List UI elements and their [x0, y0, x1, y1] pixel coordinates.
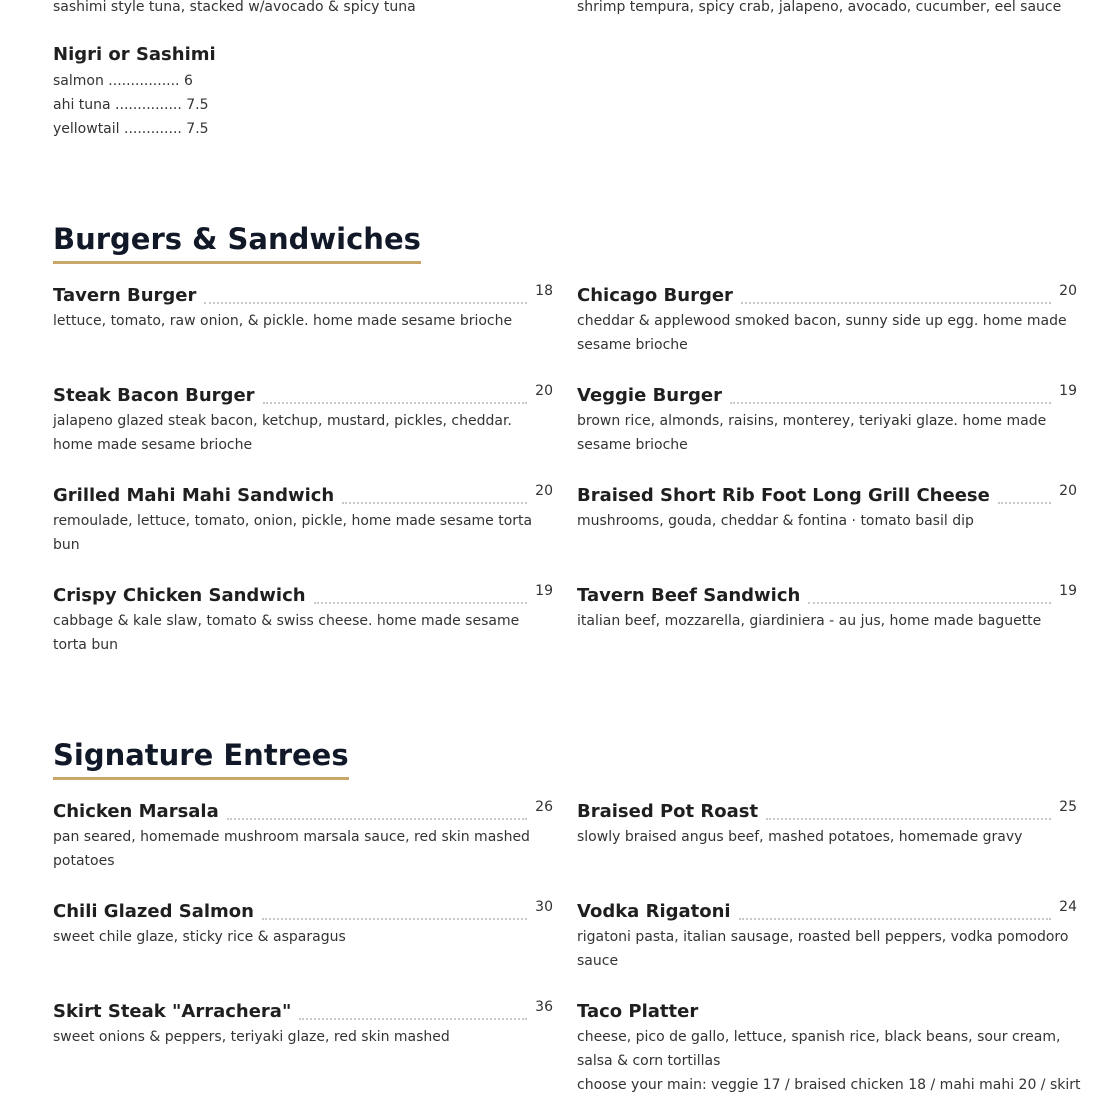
menu-item-taco-platter: [577, 999, 1087, 1097]
leader-dots: [741, 302, 1051, 304]
item-price: 25: [1059, 799, 1077, 815]
leader-dots: [314, 602, 528, 604]
item-description: sweet chile glaze, sticky rice & asparagus: [53, 929, 346, 945]
item-name: Vodka Rigatoni: [577, 901, 731, 922]
item-price: 20: [535, 383, 553, 399]
item-description: cheddar & applewood smoked bacon, sunny side up egg. home made sesame brioche: [577, 313, 1067, 353]
nigri-sashimi-title: Nigri or Sashimi: [53, 44, 216, 65]
leader-dots: [998, 502, 1051, 504]
menu-item-chili-glazed-salmon: [53, 899, 553, 949]
top-right-description: shrimp tempura, spicy crab, jalapeno, avocado, cucumber, eel sauce: [577, 0, 1062, 15]
item-description: jalapeno glazed steak bacon, ketchup, mustard, pickles, cheddar. home made sesame brioche: [53, 413, 512, 453]
item-price: 20: [1059, 283, 1077, 299]
menu-item-chicago-burger: [577, 283, 1077, 357]
item-name: Chicken Marsala: [53, 801, 219, 822]
leader-dots: [262, 918, 527, 920]
leader-dots: [299, 1018, 527, 1020]
item-price: 30: [535, 899, 553, 915]
item-name: Steak Bacon Burger: [53, 385, 255, 406]
leader-dots: [808, 602, 1051, 604]
nigri-line-salmon: salmon ................ 6: [53, 73, 193, 89]
item-description: pan seared, homemade mushroom marsala sauce, red skin mashed potatoes: [53, 829, 530, 869]
leader-dots: [766, 818, 1051, 820]
menu-item-vodka-rigatoni: [577, 899, 1077, 973]
item-name: Crispy Chicken Sandwich: [53, 585, 306, 606]
item-price: 24: [1059, 899, 1077, 915]
item-price: 26: [535, 799, 553, 815]
item-name: Skirt Steak "Arrachera": [53, 1001, 292, 1022]
menu-item-crispy-chicken-sandwich: [53, 583, 553, 657]
section-title: Signature Entrees: [53, 735, 349, 780]
item-price: 18: [535, 283, 553, 299]
item-price: 36: [535, 999, 553, 1015]
menu-item-tavern-beef-sandwich: [577, 583, 1077, 633]
leader-dots: [739, 918, 1052, 920]
burgers-section-heading: [53, 219, 421, 264]
item-description: slowly braised angus beef, mashed potatoes, homemade gravy: [577, 829, 1023, 845]
nigri-line-ahi-tuna: ahi tuna ............... 7.5: [53, 97, 209, 113]
item-description-choices: choose your main: veggie 17 / braised chicken 18 / mahi mahi 20 / skirt: [577, 1077, 1081, 1093]
nigri-line-yellowtail: yellowtail ............. 7.5: [53, 121, 209, 137]
item-name: Taco Platter: [577, 1001, 699, 1022]
menu-item-braised-pot-roast: [577, 799, 1077, 849]
item-description: mushrooms, gouda, cheddar & fontina · tomato basil dip: [577, 513, 974, 529]
item-price: 19: [535, 583, 553, 599]
item-name: Grilled Mahi Mahi Sandwich: [53, 485, 335, 506]
leader-dots: [204, 302, 527, 304]
menu-item-veggie-burger: [577, 383, 1077, 457]
leader-dots: [263, 402, 528, 404]
top-left-description: sashimi style tuna, stacked w/avocado & spicy tuna: [53, 0, 416, 15]
menu-item-tavern-burger: [53, 283, 553, 333]
item-price: 20: [1059, 483, 1077, 499]
section-title: Burgers & Sandwiches: [53, 219, 421, 264]
item-description: remoulade, lettuce, tomato, onion, pickle, home made sesame torta bun: [53, 513, 533, 553]
item-description: rigatoni pasta, italian sausage, roasted bell peppers, vodka pomodoro sauce: [577, 929, 1069, 969]
item-name: Braised Short Rib Foot Long Grill Cheese: [577, 485, 990, 506]
item-description: cabbage & kale slaw, tomato & swiss cheese. home made sesame torta bun: [53, 613, 520, 653]
item-name: Braised Pot Roast: [577, 801, 759, 822]
item-description: italian beef, mozzarella, giardiniera - au jus, home made baguette: [577, 613, 1042, 629]
item-price: 20: [535, 483, 553, 499]
item-name: Tavern Burger: [53, 285, 197, 306]
item-price: 19: [1059, 383, 1077, 399]
menu-item-skirt-steak-arrachera: [53, 999, 553, 1049]
item-description: brown rice, almonds, raisins, monterey, teriyaki glaze. home made sesame brioche: [577, 413, 1047, 453]
item-name: Chicago Burger: [577, 285, 733, 306]
leader-dots: [227, 818, 527, 820]
item-description: sweet onions & peppers, teriyaki glaze, red skin mashed: [53, 1029, 450, 1045]
item-price: 19: [1059, 583, 1077, 599]
item-name: Tavern Beef Sandwich: [577, 585, 801, 606]
leader-dots: [342, 502, 527, 504]
item-description: lettuce, tomato, raw onion, & pickle. home made sesame brioche: [53, 313, 513, 329]
menu-item-steak-bacon-burger: [53, 383, 553, 457]
menu-item-braised-short-rib-grill-cheese: [577, 483, 1077, 533]
item-description: cheese, pico de gallo, lettuce, spanish rice, black beans, sour cream, salsa & corn tortillas: [577, 1029, 1061, 1069]
menu-item-chicken-marsala: [53, 799, 553, 873]
leader-dots: [730, 402, 1051, 404]
menu-item-grilled-mahi-mahi-sandwich: [53, 483, 553, 557]
item-name: Chili Glazed Salmon: [53, 901, 254, 922]
item-name: Veggie Burger: [577, 385, 722, 406]
entrees-section-heading: [53, 735, 349, 780]
